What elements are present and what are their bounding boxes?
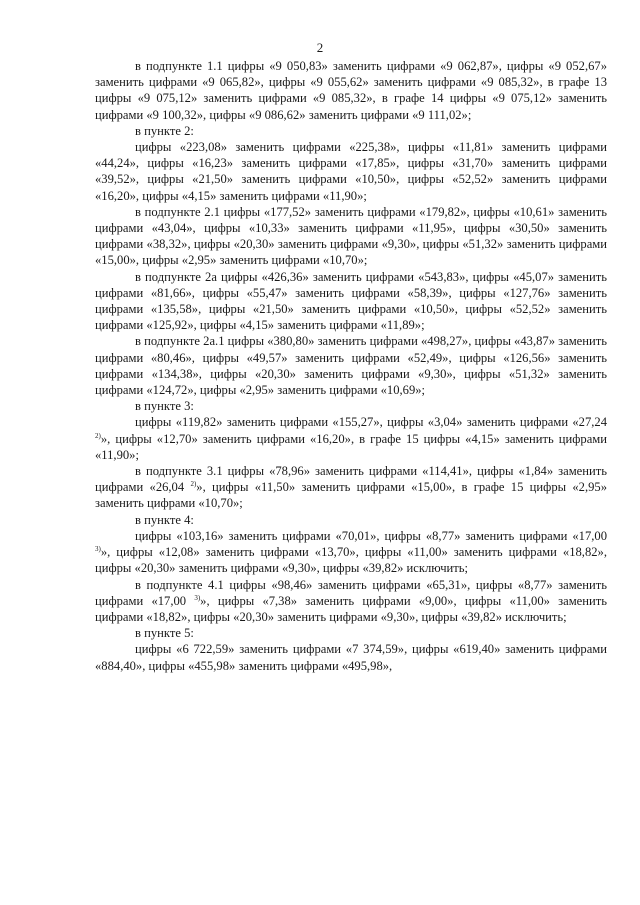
amendment-paragraph: [95, 528, 607, 577]
paragraph-text: », цифры «7,38» заменить цифрами «9,00», цифры «11,00» заменить цифрами «18,82», цифры «20,30» заменить цифрами «9,30», цифры «39,82» исключить;: [95, 593, 607, 624]
section-heading: в пункте 4:: [135, 512, 194, 527]
amendment-paragraph: [95, 463, 607, 512]
section-heading: в пункте 3:: [135, 399, 194, 414]
paragraph-text: в подпункте 3.1 цифры «78,96» заменить цифрами «114,41», цифры «1,84» заменить цифрами «26,04: [95, 464, 607, 495]
paragraph-text: цифры «119,82» заменить цифрами «155,27», цифры «3,04» заменить цифрами «27,24: [135, 415, 607, 430]
section-heading: в пункте 2:: [135, 123, 194, 138]
paragraph-text: цифры «103,16» заменить цифрами «70,01», цифры «8,77» заменить цифрами «17,00: [135, 528, 607, 543]
amendment-paragraph: [95, 577, 607, 626]
footnote-marker: 3): [95, 545, 101, 554]
amendment-paragraph: в подпункте 2.1 цифры «177,52» заменить цифрами «179,82», цифры «10,61» заменить цифрами «43,04», цифры «10,33» заменить цифрами «11,95», цифры «30,50» заменить цифрами «38,32», цифры «20,30» заменить цифрами «9,30», цифры «51,32» заменить цифрами «15,00», цифры «2,95» заменить цифрами «10,70»;: [95, 204, 607, 268]
amendment-paragraph: [95, 414, 607, 463]
amendment-paragraph: цифры «6 722,59» заменить цифрами «7 374,59», цифры «619,40» заменить цифрами «884,40», цифры «455,98» заменить цифрами «495,98»,: [95, 642, 607, 673]
paragraph-text: », цифры «12,70» заменить цифрами «16,20», в графе 15 цифры «4,15» заменить цифрами «11,90»;: [95, 431, 607, 462]
paragraph-text: », цифры «12,08» заменить цифрами «13,70», цифры «11,00» заменить цифрами «18,82», цифры «20,30» заменить цифрами «9,30», цифры «39,82» исключить;: [95, 545, 607, 576]
footnote-marker: 2): [95, 431, 101, 440]
paragraph-text: », цифры «11,50» заменить цифрами «15,00», в графе 15 цифры «2,95» заменить цифрами «10,70»;: [95, 480, 608, 511]
page-number: 2: [316, 40, 324, 55]
section-heading: в пункте 5:: [135, 626, 194, 641]
amendment-paragraph: в подпункте 2а цифры «426,36» заменить цифрами «543,83», цифры «45,07» заменить цифрами «81,66», цифры «55,47» заменить цифрами «58,39», цифры «127,76» заменить цифрами «135,58», цифры «21,50» заменить цифрами «10,50», цифры «52,52» заменить цифрами «125,92», цифры «4,15» заменить цифрами «11,89»;: [95, 269, 607, 333]
amendment-paragraph: в подпункте 1.1 цифры «9 050,83» заменить цифрами «9 062,87», цифры «9 052,67» заменить цифрами «9 065,82», цифры «9 055,62» заменить цифрами «9 085,32», в графе 13 цифры «9 075,12» заменить цифрами «9 085,32», в графе 14 цифры «9 075,12» заменить цифрами «9 100,32», цифры «9 086,62» заменить цифрами «9 111,02»;: [95, 59, 607, 122]
footnote-marker: 3): [194, 593, 201, 602]
paragraph-text: в подпункте 4.1 цифры «98,46» заменить цифрами «65,31», цифры «8,77» заменить цифрами «17,00: [95, 577, 607, 608]
footnote-marker: 2): [190, 480, 197, 489]
amendment-paragraph: цифры «223,08» заменить цифрами «225,38», цифры «11,81» заменить цифрами «44,24», цифры «16,23» заменить цифрами «17,85», цифры «31,70» заменить цифрами «39,52», цифры «21,50» заменить цифрами «10,50», цифры «52,52» заменить цифрами «16,20», цифры «4,15» заменить цифрами «11,90»;: [95, 140, 607, 203]
amendment-paragraph: в подпункте 2а.1 цифры «380,80» заменить цифрами «498,27», цифры «43,87» заменить цифрами «80,46», цифры «49,57» заменить цифрами «52,49», цифры «126,56» заменить цифрами «134,38», цифры «20,30» заменить цифрами «9,30», цифры «51,32» заменить цифрами «124,72», цифры «2,95» заменить цифрами «10,69»;: [95, 334, 607, 398]
document-body: [95, 58, 607, 674]
